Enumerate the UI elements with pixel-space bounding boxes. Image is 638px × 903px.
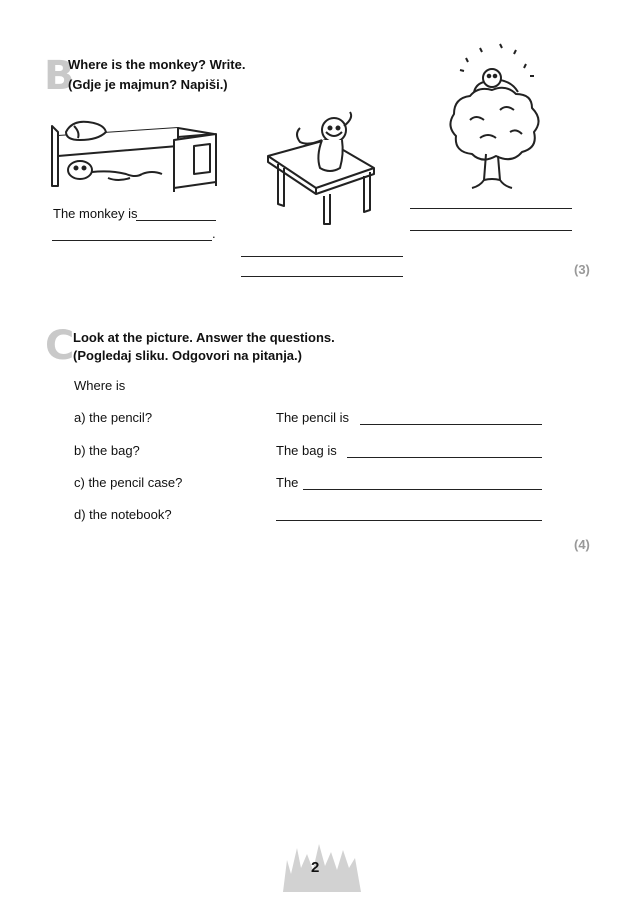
section-c-instruction-hr: (Pogledaj sliku. Odgovori na pitanja.) bbox=[73, 348, 302, 363]
answer-line-b[interactable] bbox=[347, 457, 542, 458]
section-b-score: (3) bbox=[574, 262, 590, 277]
section-b-letter: B bbox=[44, 53, 75, 99]
answer-line-b3b[interactable] bbox=[410, 230, 572, 231]
answer-line-d[interactable] bbox=[276, 520, 542, 521]
answer-start-b: The bag is bbox=[276, 443, 337, 458]
where-is-label: Where is bbox=[74, 378, 126, 393]
answer-line-b1b[interactable] bbox=[52, 240, 212, 241]
question-b: b) the bag? bbox=[74, 443, 140, 458]
answer-line-c[interactable] bbox=[303, 489, 542, 490]
section-b-answer-period: . bbox=[212, 226, 216, 241]
tree-illustration bbox=[440, 40, 550, 190]
question-d: d) the notebook? bbox=[74, 507, 172, 522]
answer-line-a[interactable] bbox=[360, 424, 542, 425]
page-number: 2 bbox=[311, 859, 320, 876]
answer-line-b2b[interactable] bbox=[241, 276, 403, 277]
bed-illustration bbox=[48, 112, 228, 192]
section-b-answer-start: The monkey is bbox=[53, 206, 138, 221]
table-illustration bbox=[264, 118, 384, 228]
section-b-instruction-hr: (Gdje je majmun? Napiši.) bbox=[68, 77, 228, 92]
answer-start-c: The bbox=[276, 475, 299, 490]
section-c-instruction-en: Look at the picture. Answer the questions. bbox=[73, 330, 335, 345]
section-b-instruction-en: Where is the monkey? Write. bbox=[68, 57, 246, 72]
question-c: c) the pencil case? bbox=[74, 475, 183, 490]
section-c-score: (4) bbox=[574, 537, 590, 552]
answer-start-a: The pencil is bbox=[276, 410, 349, 425]
answer-line-b3a[interactable] bbox=[410, 208, 572, 209]
question-a: a) the pencil? bbox=[74, 410, 153, 425]
answer-line-b1a[interactable] bbox=[136, 220, 216, 221]
section-c-letter: C bbox=[45, 323, 75, 369]
answer-line-b2a[interactable] bbox=[241, 256, 403, 257]
page-number-decoration bbox=[283, 840, 363, 900]
